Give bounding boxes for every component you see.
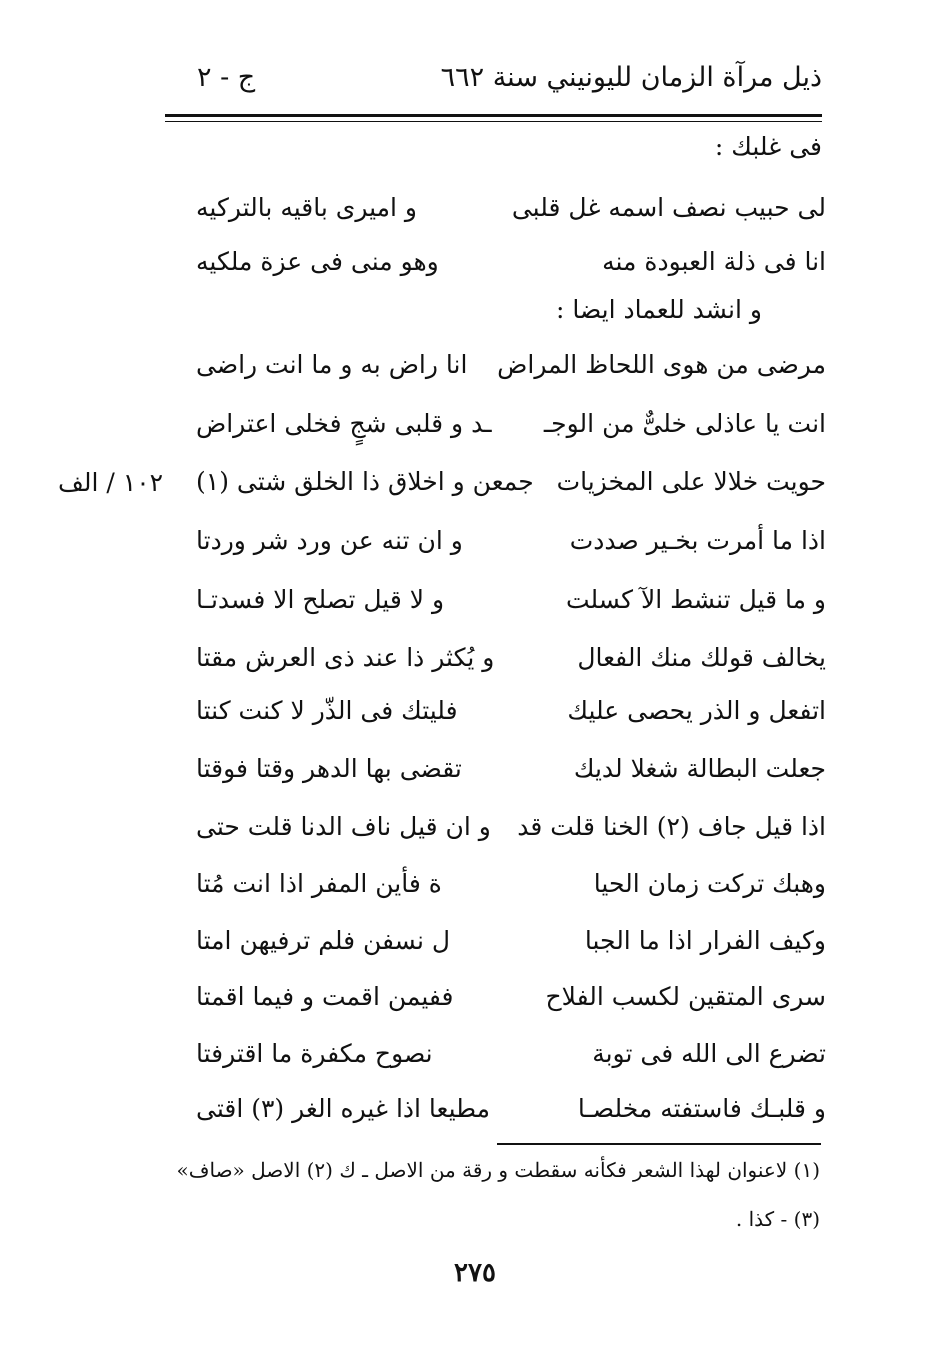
verse-line: [196, 467, 826, 511]
verse-hemistich-left: ـد و قلبى شجٍ فخلى اعتراض: [196, 409, 492, 438]
verse-hemistich-left: و لا قيل تصلح الا فسدتـا: [196, 585, 445, 614]
verse-hemistich-left: انا راض به و ما انت راضى: [196, 350, 468, 379]
header-volume: ج - ٢: [197, 62, 256, 93]
verse-hemistich-left: ففيمن اقمت و فيما اقمتا: [196, 982, 454, 1011]
verse-line: [196, 696, 826, 740]
verse-hemistich-right: اذا قيل جاف (٢) الخنا قلت قد: [517, 812, 826, 841]
verse-hemistich-left: ة فأين المفر اذا انت مُتا: [196, 869, 442, 898]
verse-line: [196, 1039, 826, 1083]
verse-line: [196, 926, 826, 970]
verse-line: [196, 585, 826, 629]
verse-hemistich-left: فليتك فى الذّر لا كنت كنتا: [196, 696, 458, 725]
page-number: ٢٧٥: [454, 1258, 496, 1288]
header-title: ذيل مرآة الزمان لليونيني سنة ٦٦٢: [440, 62, 822, 93]
verse-hemistich-right: تضرع الى الله فى توبة: [592, 1039, 826, 1068]
footnote: (١) لاعنوان لهذا الشعر فكأنه سقطت و رقة من الاصل ـ ك (٢) الاصل «صاف»: [176, 1158, 820, 1182]
verse-hemistich-left: مطيعا اذا غيره الغر (٣) اقتى: [196, 1094, 491, 1123]
verse-line: [196, 812, 826, 856]
verse-hemistich-right: وكيف الفرار اذا ما الجبا: [584, 926, 826, 955]
verse-hemistich-left: جمعن و اخلاق ذا الخلق شتى (١): [196, 467, 534, 496]
verse-hemistich-right: وهبك تركت زمان الحيا: [593, 869, 826, 898]
verse-hemistich-right: اذا ما أمرت بخـير صددت: [569, 526, 826, 555]
footnote-rule: [497, 1143, 821, 1145]
verse-hemistich-right: انا فى ذلة العبودة منه: [602, 247, 826, 276]
verse-line: [196, 409, 826, 453]
verse-hemistich-right: لى حبيب نصف اسمه غل قلبى: [511, 193, 826, 222]
intro-line-2: و انشد للعماد ايضا :: [556, 295, 762, 324]
verse-hemistich-right: انت يا عاذلى خلىٌّ من الوجـ: [543, 409, 826, 438]
running-header: [165, 60, 822, 108]
header-rule-thick: [165, 114, 822, 117]
margin-folio-note: ١٠٢ / الف: [58, 468, 164, 497]
verse-hemistich-left: و اميرى باقيه بالتركيه: [196, 193, 418, 222]
verse-hemistich-right: سرى المتقين لكسب الفلاح: [545, 982, 826, 1011]
verse-hemistich-right: يخالف قولك منك الفعال: [577, 643, 826, 672]
verse-line: [196, 1094, 826, 1138]
verse-hemistich-right: و قلبـك فاستفته مخلصـا: [577, 1094, 826, 1123]
verse-hemistich-left: ل نسفن فلم ترفيهن امتا: [196, 926, 451, 955]
verse-hemistich-right: اتفعل و الذر يحصى عليك: [567, 696, 826, 725]
verse-hemistich-right: حويت خلالا على المخزيات: [556, 467, 826, 496]
verse-hemistich-left: تقضى بها الدهر وقتا فوقتا: [196, 754, 462, 783]
verse-hemistich-left: و ان قيل ناف الدنا قلت حتى: [196, 812, 491, 841]
verse-line: [196, 193, 826, 237]
verse-line: [196, 526, 826, 570]
intro-line: فى غلبك :: [714, 132, 822, 161]
verse-line: [196, 247, 826, 291]
verse-line: [196, 754, 826, 798]
verse-line: [196, 643, 826, 687]
footnote: (٣) - كذا .: [735, 1207, 820, 1231]
header-rule-thin: [165, 121, 822, 122]
verse-line: [196, 982, 826, 1026]
verse-hemistich-left: وهو منى فى عزة ملكيه: [196, 247, 439, 276]
verse-hemistich-right: جعلت البطالة شغلا لديك: [573, 754, 826, 783]
verse-line: [196, 350, 826, 394]
verse-hemistich-right: و ما قيل تنشط الآ كسلت: [565, 585, 826, 614]
verse-line: [196, 869, 826, 913]
verse-hemistich-left: و يُكثر ذا عند ذى العرش مقتا: [196, 643, 495, 672]
verse-hemistich-right: مرضى من هوى اللحاظ المراض: [497, 350, 826, 379]
verse-hemistich-left: و ان تنه عن ورد شر وردتا: [196, 526, 463, 555]
verse-hemistich-left: نصوح مكفرة ما اقترفتا: [196, 1039, 433, 1068]
